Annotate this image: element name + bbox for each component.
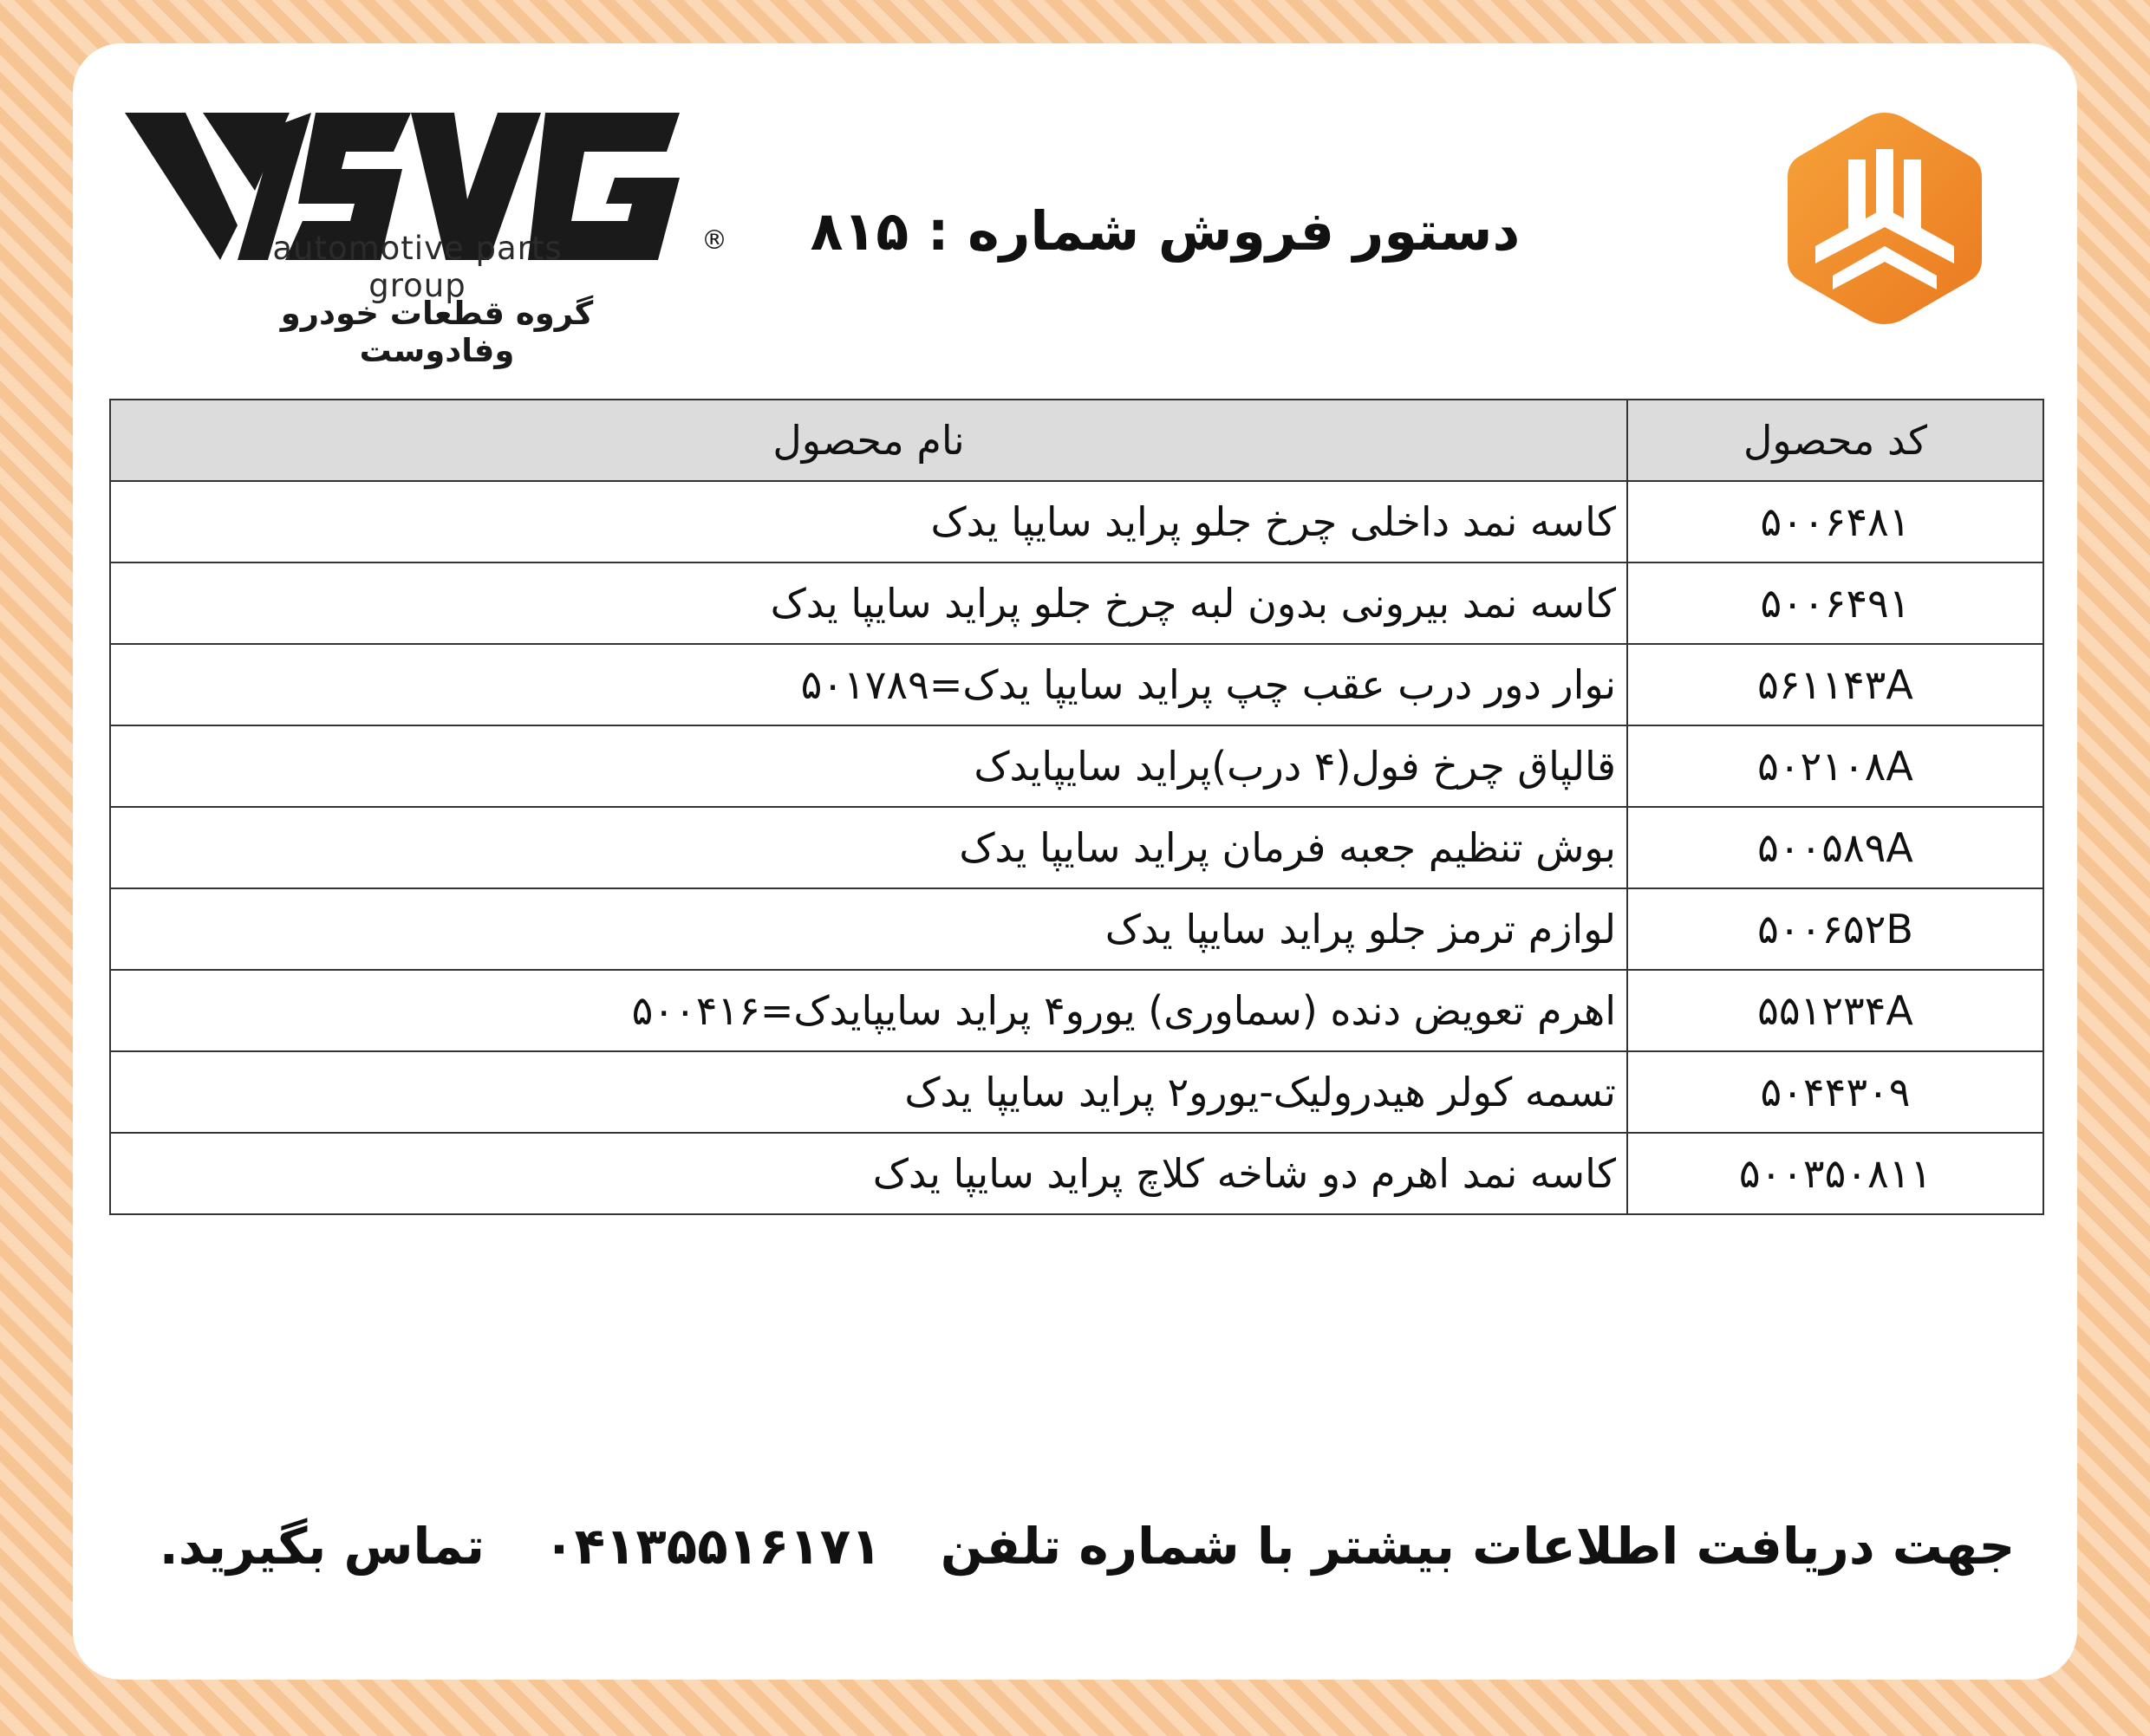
- product-code: ۵۰۰۶۵۲B: [1627, 888, 2043, 970]
- table-row: [110, 888, 2043, 970]
- logo-tagline: automotive parts group: [272, 230, 563, 304]
- footer-prefix: جهت دریافت اطلاعات بیشتر با شماره تلفن: [940, 1517, 2016, 1576]
- product-name: کاسه نمد اهرم دو شاخه کلاچ پراید سایپا یدک: [110, 1133, 1627, 1214]
- contact-footer: [125, 1517, 2049, 1576]
- table-row: [110, 562, 2043, 644]
- products-table: [109, 399, 2044, 1215]
- header-product-code: کد محصول: [1627, 400, 2043, 481]
- registered-mark: ®: [701, 225, 727, 256]
- table-row: [110, 1051, 2043, 1133]
- table-row: [110, 970, 2043, 1051]
- product-name: کاسه نمد بیرونی بدون لبه چرخ جلو پراید سایپا یدک: [110, 562, 1627, 644]
- product-name: قالپاق چرخ فول(۴ درب)پراید سایپایدک: [110, 725, 1627, 807]
- content-card: [73, 43, 2077, 1680]
- product-name: لوازم ترمز جلو پراید سایپا یدک: [110, 888, 1627, 970]
- product-code: ۵۰۴۴۳۰۹: [1627, 1051, 2043, 1133]
- table-row: [110, 481, 2043, 562]
- product-name: نوار دور درب عقب چپ پراید سایپا یدک=۵۰۱۷۸۹: [110, 644, 1627, 725]
- logo-persian-name: گروه قطعات خودرو وفادوست: [280, 295, 594, 369]
- product-code: ۵۰۲۱۰۸A: [1627, 725, 2043, 807]
- saipa-logo-icon: [1781, 106, 1989, 331]
- table-row: [110, 644, 2043, 725]
- page-title: دستور فروش شماره : ۸۱۵: [810, 199, 1521, 263]
- table-header-row: [110, 400, 2043, 481]
- footer-suffix: تماس بگیرید.: [159, 1517, 485, 1576]
- table-row: [110, 807, 2043, 888]
- product-code: ۵۰۰۶۴۹۱: [1627, 562, 2043, 644]
- product-code: ۵۶۱۱۴۳A: [1627, 644, 2043, 725]
- product-code: ۵۵۱۲۳۴A: [1627, 970, 2043, 1051]
- table-row: [110, 725, 2043, 807]
- footer-phone: ۰۴۱۳۵۵۱۶۱۷۱: [544, 1517, 882, 1576]
- product-code: ۵۰۰۶۴۸۱: [1627, 481, 2043, 562]
- product-name: تسمه کولر هیدرولیک-یورو۲ پراید سایپا یدک: [110, 1051, 1627, 1133]
- product-name: بوش تنظیم جعبه فرمان پراید سایپا یدک: [110, 807, 1627, 888]
- product-code: ۵۰۰۳۵۰۸۱۱: [1627, 1133, 2043, 1214]
- header-product-name: نام محصول: [110, 400, 1627, 481]
- product-name: کاسه نمد داخلی چرخ جلو پراید سایپا یدک: [110, 481, 1627, 562]
- product-name: اهرم تعویض دنده (سماوری) یورو۴ پراید سایپایدک=۵۰۰۴۱۶: [110, 970, 1627, 1051]
- product-code: ۵۰۰۵۸۹A: [1627, 807, 2043, 888]
- table-row: [110, 1133, 2043, 1214]
